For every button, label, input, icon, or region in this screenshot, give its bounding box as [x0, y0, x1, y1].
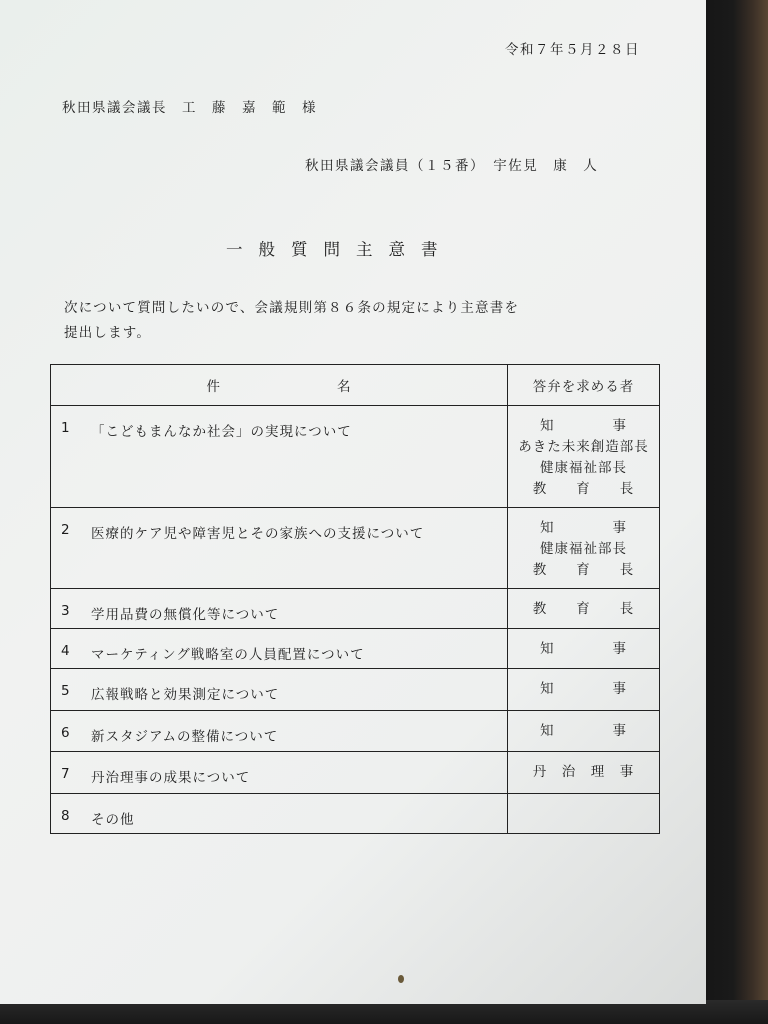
respondent: 知 事	[540, 520, 627, 536]
respondent-cell	[508, 589, 660, 629]
question-subject: 新スタジアムの整備について	[91, 729, 279, 745]
document-date: 令和７年５月２８日	[505, 42, 640, 58]
respondent: 教 育 長	[532, 601, 635, 617]
question-table	[50, 364, 660, 834]
question-subject: 「こどもまんなか社会」の実現について	[91, 424, 352, 440]
subject-cell	[51, 508, 508, 589]
table-row	[51, 508, 660, 589]
respondent-cell	[508, 711, 660, 752]
subject-cell	[51, 406, 508, 508]
subject-cell	[51, 669, 508, 711]
question-subject: 学用品費の無償化等について	[91, 607, 280, 623]
respondent: 丹 治 理 事	[532, 764, 635, 780]
question-subject: 医療的ケア児や障害児とその家族への支援について	[91, 526, 425, 542]
question-subject: 丹治理事の成果について	[91, 770, 251, 786]
respondent-cell	[508, 669, 660, 711]
question-subject: その他	[91, 812, 135, 828]
subject-cell	[51, 711, 508, 752]
respondent: あきた未来創造部長	[518, 439, 649, 455]
respondent: 健康福祉部長	[540, 460, 627, 476]
subject-cell	[51, 752, 508, 794]
dust-speck	[398, 975, 404, 983]
respondent-cell	[508, 752, 660, 794]
table-row	[51, 589, 660, 629]
table-body	[51, 406, 660, 834]
table-row	[51, 794, 660, 834]
table-row	[51, 669, 660, 711]
respondent: 健康福祉部長	[540, 541, 627, 557]
row-number: 4	[61, 643, 70, 659]
addressee: 秋田県議会議長 工 藤 嘉 範 様	[62, 100, 317, 116]
subject-cell	[51, 794, 508, 834]
table-row	[51, 752, 660, 794]
table-row	[51, 406, 660, 508]
row-number: 1	[61, 420, 70, 436]
row-number: 3	[61, 603, 70, 619]
table-row	[51, 629, 660, 669]
intro-text-line-2: 提出します。	[64, 325, 152, 341]
subject-cell	[51, 589, 508, 629]
question-subject: 広報戦略と効果測定について	[91, 687, 280, 703]
respondent-cell	[508, 406, 660, 508]
respondent: 知 事	[540, 681, 627, 697]
row-number: 8	[61, 808, 70, 824]
subject-cell	[51, 629, 508, 669]
intro-text-line-1: 次について質問したいので、会議規則第８６条の規定により主意書を	[64, 300, 520, 316]
row-number: 5	[61, 683, 70, 699]
header-subject: 件 名	[51, 365, 508, 406]
row-number: 7	[61, 766, 70, 782]
respondent-cell	[508, 794, 660, 834]
sender: 秋田県議会議員（１５番） 宇佐見 康 人	[305, 158, 599, 174]
respondent: 教 育 長	[532, 562, 635, 578]
respondent-cell	[508, 629, 660, 669]
respondent-cell	[508, 508, 660, 589]
question-subject: マーケティング戦略室の人員配置について	[91, 647, 365, 663]
respondent: 知 事	[540, 641, 627, 657]
header-respondent: 答弁を求める者	[508, 365, 660, 406]
row-number: 6	[61, 725, 70, 741]
row-number: 2	[61, 522, 70, 538]
table-row	[51, 711, 660, 752]
respondent: 知 事	[540, 723, 627, 739]
document-title: 一般質問主意書	[226, 240, 454, 259]
table-header-row	[51, 365, 660, 406]
respondent: 教 育 長	[532, 481, 635, 497]
respondent: 知 事	[540, 418, 627, 434]
